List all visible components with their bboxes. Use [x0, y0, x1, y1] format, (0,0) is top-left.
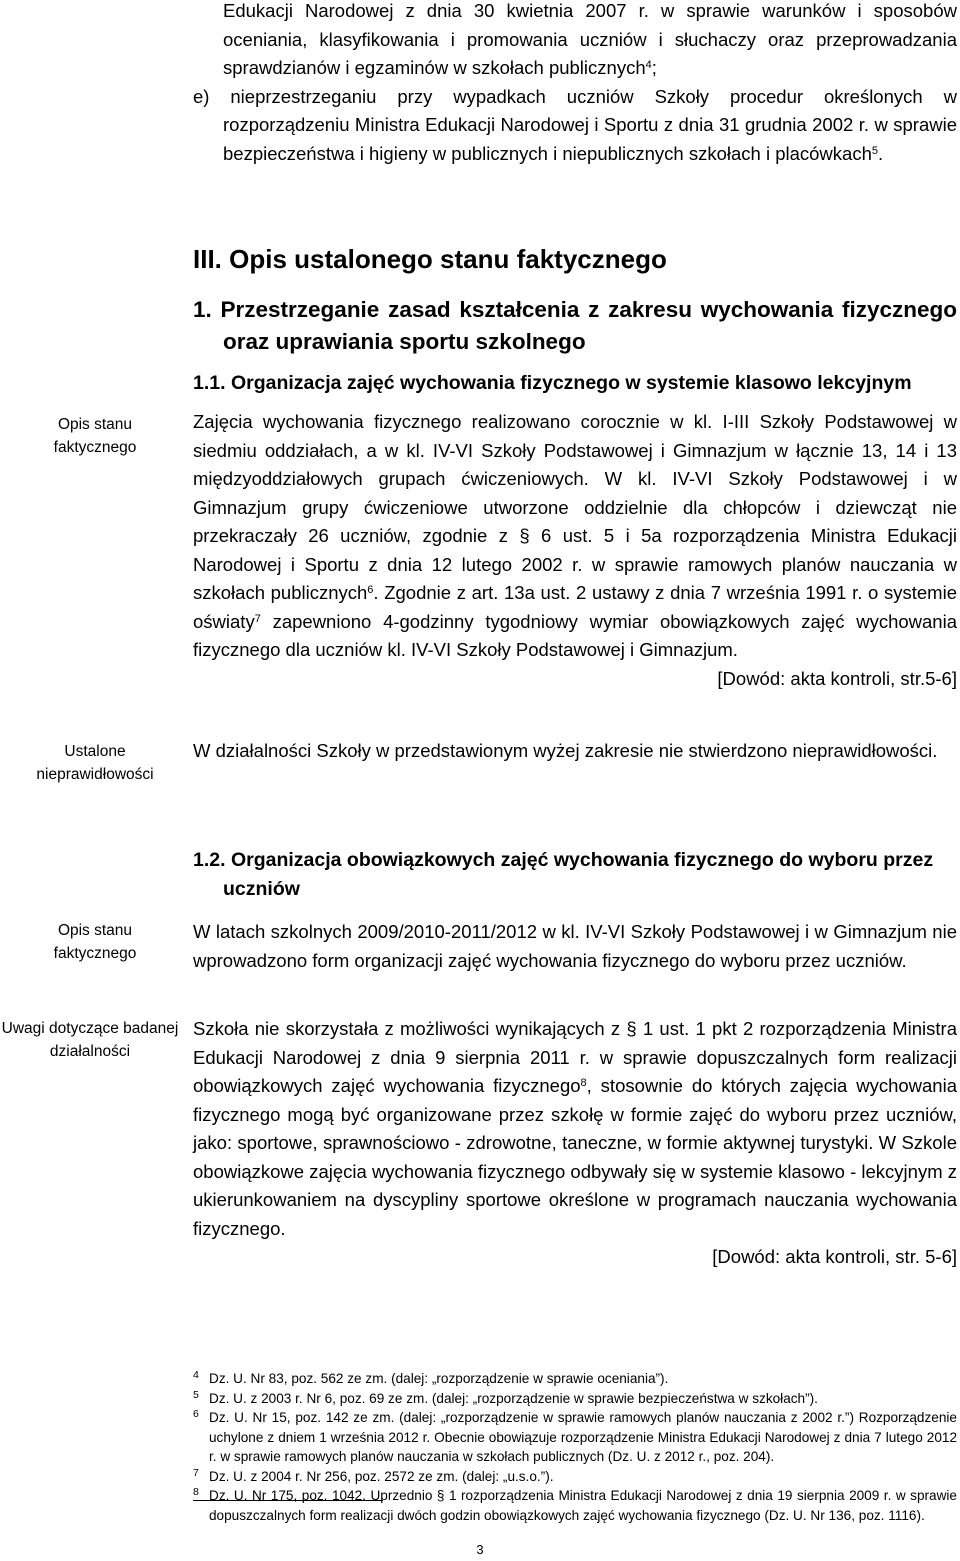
footnotes [193, 1369, 957, 1525]
item-e [193, 83, 957, 169]
footnote [193, 1408, 957, 1467]
paragraph-4-text-a: Szkoła nie skorzystała z możliwości wynikających z § 1 ust. 1 pkt 2 rozporządzenia Ministra Edukacji Narodowej z dnia 9 sierpnia 2011 r. w sprawie dopuszczalnych form realizacji obowiązkowych zajęć wychowania fizycznego [193, 1018, 957, 1096]
paragraph-1-text-c: zapewniono 4-godzinny tygodniowy wymiar obowiązkowych zajęć wychowania fizycznego dla uczniów kl. IV-VI Szkoły Podstawowej i Gimnazjum. [193, 610, 957, 660]
paragraph-2 [193, 737, 957, 766]
footnote-number: 4 [193, 1369, 199, 1381]
footnote-number: 7 [193, 1466, 199, 1479]
section-heading-block [193, 242, 957, 276]
page-number: 3 [476, 1542, 484, 1557]
section-heading: III. Opis ustalonego stanu faktycznego [193, 244, 667, 274]
paragraph-3 [193, 918, 957, 975]
footnote-text: Dz. U. z 2004 r. Nr 256, poz. 2572 ze zm. (dalej: „u.s.o.”). [209, 1468, 554, 1484]
paragraph-1 [193, 408, 957, 693]
footnote [193, 1467, 957, 1487]
top-block [193, 0, 957, 168]
side-label-uwagi: Uwagi dotyczące badanej działalności [1, 1020, 179, 1060]
subsection-1-heading: 1. Przestrzeganie zasad kształcenia z zakresu wychowania fizycznego oraz uprawiania sportu szkolnego [193, 297, 957, 354]
footnote-ref: 6 [367, 584, 374, 596]
footnote-number: 5 [193, 1388, 199, 1401]
paragraph-2-text: W działalności Szkoły w przedstawionym wyżej zakresie nie stwierdzono nieprawidłowości. [193, 740, 938, 761]
paragraph-3-text: W latach szkolnych 2009/2010-2011/2012 w kl. IV-VI Szkoły Podstawowej i w Gimnazjum nie wprowadzono form organizacji zajęć wychowania fizycznego do wyboru przez uczniów. [193, 921, 957, 971]
paragraph-4 [193, 1015, 957, 1272]
footnote-number: 8 [193, 1486, 199, 1498]
footnote-number: 6 [193, 1408, 199, 1420]
paragraph-4-text-b: , stosownie do których zajęcia wychowania fizycznego mogą być organizowane przez szkołę w formie zajęć do wyboru przez uczniów, jako: sportowe, sprawnościowo - zdrowotne, taneczne, w formie aktywnej turystyki. W Szkole obowiązkowe zajęcia wychowania fizycznego odbywały się w systemie klasowo - lekcyjnym z ukierunkowaniem na dyscypliny sportowe określone w programach nauczania wychowania fizycznego. [193, 1075, 957, 1239]
subsection-1-1-heading: 1.1. Organizacja zajęć wychowania fizycznego w systemie klasowo lekcyjnym [193, 372, 912, 394]
item-e-text: e) nieprzestrzeganiu przy wypadkach uczniów Szkoły procedur określonych w rozporządzeniu Ministra Edukacji Narodowej i Sportu z dnia 31 grudnia 2002 r. w sprawie bezpieczeństwa i higieny w publicznych i niepublicznych szkołach i placówkach [193, 85, 957, 164]
continuation-text: Edukacji Narodowej z dnia 30 kwietnia 2007 r. w sprawie warunków i sposobów oceniania, klasyfikowania i promowania uczniów i słuchaczy oraz przeprowadzania sprawdzianów i egzaminów w szkołach publicznych [223, 0, 957, 78]
subsection-1-1 [193, 369, 957, 397]
continuation-tail: ; [651, 57, 657, 78]
footnote [193, 1486, 957, 1525]
footnote-text: Dz. U. Nr 175, poz. 1042. Uprzednio § 1 rozporządzenia Ministra Edukacji Narodowej z dnia 19 sierpnia 2009 r. w sprawie dopuszczalnych form realizacji dwóch godzin obowiązkowych zajęć wychowania fizycznego (Dz. U. Nr 136, poz. 1116). [209, 1488, 957, 1523]
side-label-opis-2: Opis stanu faktycznego [53, 922, 137, 962]
footnote-text: Dz. U. z 2003 r. Nr 6, poz. 69 ze zm. (dalej: „rozporządzenie w sprawie bezpieczeństwa w szkołach”). [209, 1390, 818, 1406]
subsection-1-2-heading: 1.2. Organizacja obowiązkowych zajęć wychowania fizycznego do wyboru przez uczniów [193, 849, 934, 900]
footnote [193, 1389, 957, 1409]
side-label-ustalone: Ustalone nieprawidłowości [36, 743, 154, 783]
paragraph-1-text-a: Zajęcia wychowania fizycznego realizowano corocznie w kl. I-III Szkoły Podstawowej w siedmiu oddziałach, a w kl. IV-VI Szkoły Podstawowej i Gimnazjum w łącznie 13, 14 i 13 międzyoddziałowych grupach ćwiczeniowych. W kl. IV-VI Szkoły Podstawowej i w Gimnazjum grupy ćwiczeniowe utworzone oddzielnie dla chłopców i dziewcząt nie przekraczały 26 uczniów, zgodnie z § 6 ust. 5 i 5a rozporządzenia Ministra Edukacji Narodowej i Sportu z dnia 12 lutego 2002 r. w sprawie ramowych planów nauczania w szkołach publicznych [193, 411, 957, 603]
footnote-text: Dz. U. Nr 15, poz. 142 ze zm. (dalej: „rozporządzenie w sprawie ramowych planów nauczania z 2002 r.”) Rozporządzenie uchylone z dniem 1 września 2012 r. Obecnie obowiązuje rozporządzenie Ministra Edukacji Narodowej z dnia 7 lutego 2012 r. w sprawie ramowych planów nauczania w szkołach publicznych (Dz. U. z 2012 r., poz. 204). [209, 1410, 957, 1464]
evidence-1: [Dowód: akta kontroli, str.5-6] [717, 667, 957, 689]
footnote [193, 1369, 957, 1389]
footnote-text: Dz. U. Nr 83, poz. 562 ze zm. (dalej: „rozporządzenie w sprawie oceniania”). [209, 1371, 669, 1386]
footnote-ref: 4 [645, 59, 652, 71]
subsection-1-2 [193, 846, 957, 903]
paragraph-1-text-b: . Zgodnie z art. 13a ust. 2 ustawy z dnia 7 września 1991 r. o systemie oświaty [193, 582, 957, 632]
subsection-1 [193, 294, 957, 358]
footnote-ref: 5 [871, 144, 878, 157]
footnote-ref: 7 [254, 612, 261, 625]
item-e-tail: . [878, 142, 884, 164]
footnote-ref: 8 [580, 1077, 587, 1089]
side-label-opis-1: Opis stanu faktycznego [53, 416, 137, 456]
evidence-2: [Dowód: akta kontroli, str. 5-6] [712, 1246, 957, 1267]
continuation-paragraph [193, 0, 957, 83]
